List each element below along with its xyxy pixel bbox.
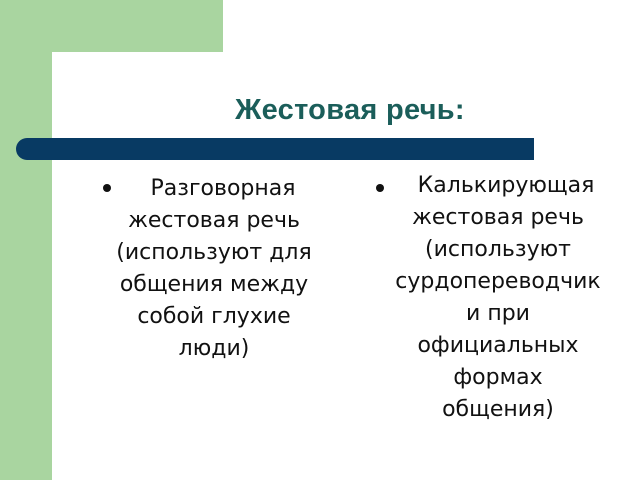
left-bullet-line: собой глухие [137, 304, 291, 329]
green-side-strip [0, 0, 52, 480]
left-bullet-line: (используют для [116, 240, 312, 265]
right-bullet-line: сурдопереводчик [395, 269, 601, 294]
left-bullet-line: общения между [119, 272, 309, 297]
title-divider-bar [16, 138, 534, 160]
right-bullet-line: формах [453, 365, 543, 390]
slide-title: Жестовая речь: [235, 94, 465, 126]
right-bullet-text [370, 170, 626, 426]
right-bullet-line: Калькирующая [417, 173, 595, 198]
right-bullet-line: и при [466, 301, 530, 326]
left-bullet-line: жестовая речь [128, 208, 300, 233]
right-bullet-line: официальных [417, 333, 579, 358]
left-bullet-line: люди) [178, 336, 250, 361]
right-bullet-line: жестовая речь [412, 205, 584, 230]
green-top-corner [0, 0, 223, 52]
left-bullet-line: Разговорная [150, 176, 296, 201]
right-bullet-line: (используют [425, 237, 571, 262]
left-bullet-text [94, 173, 334, 365]
right-bullet-line: общения) [442, 397, 554, 422]
